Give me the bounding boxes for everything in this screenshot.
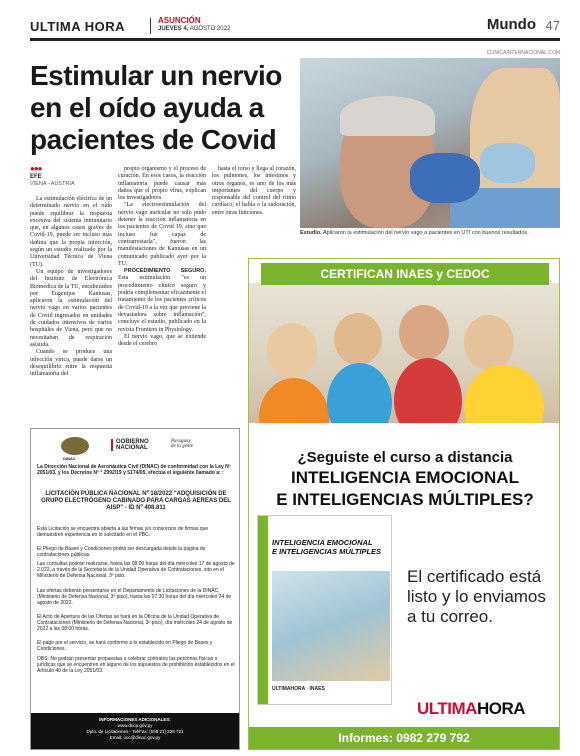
header-divider bbox=[150, 18, 151, 34]
child-figure bbox=[399, 305, 449, 360]
ad-paragraph: El pago por el servicio, se hará conforme a lo establecido en Pliego de Bases y Condiciones. bbox=[37, 640, 213, 652]
paragraph: hasta el torso y llega al corazón, los pulmones, los intestinos y otros órganos, es uno de los más importantes del cuerpo y responsable del control del ritmo cardíaco, el habla o la sudoración, entre otras funciones. bbox=[212, 166, 296, 216]
gobierno-logo bbox=[111, 439, 149, 451]
paragraph: El nervio vago, que se extiende desde el cerebro bbox=[118, 333, 206, 348]
child-figure bbox=[464, 315, 514, 370]
article-column-3 bbox=[212, 166, 296, 217]
article-photo bbox=[300, 58, 560, 228]
tender-title: LICITACIÓN PÚBLICA NACIONAL Nº 18/2022 "ADQUISICIÓN DE GRUPO ELECTRÓGENO CABINADO PARA CARGAS AEREAS DEL AISP" - ID Nº 408.811 bbox=[41, 491, 231, 511]
footer-web: www.dncp.gov.py bbox=[117, 723, 153, 728]
child-figure bbox=[334, 313, 382, 365]
dinac-tender-ad bbox=[30, 428, 240, 750]
ad-paragraph: OBS: No podrán presentar propuestas o celebrar contratos las personas físicas o jurídicas que se encuentren en alguno de los supuestos de prohibición establecidos en el Artículo 40 de la Ley 2051/03. bbox=[37, 656, 235, 674]
article-column-2 bbox=[118, 166, 206, 348]
course-title-line1: INTELIGENCIA EMOCIONAL bbox=[291, 468, 519, 487]
book-title-line1: INTELIGENCIA EMOCIONAL bbox=[272, 538, 373, 547]
footer-title: INFORMACIONES ADICIONALES: bbox=[99, 717, 171, 722]
caption-label: Estudio. bbox=[300, 230, 322, 236]
certificate-text: El certificado está listo y lo enviamos a tu correo. bbox=[407, 567, 546, 626]
subhead: PROCEDIMIENTO SEGURO. bbox=[124, 268, 206, 275]
paragraph: propio organismo y el proceso de curación. En esos casos, la reacción inflamatoria puede causar más daños que el propio virus, explican los investigadores. bbox=[118, 166, 206, 202]
paragraph bbox=[118, 268, 206, 334]
book-title-line2: E INTELIGENCIAS MÚLTIPLES bbox=[272, 547, 382, 556]
ad-intro: La Dirección Nacional de Aeronáutica Civil (DINAC) de conformidad con la Ley Nº 2051/03, y los Decretos Nº ° 2992/19 y 5174/05, efectúa el siguiente llamado a: : bbox=[37, 464, 231, 476]
gov-line1: GOBIERNO bbox=[116, 439, 149, 445]
page-header bbox=[30, 16, 560, 40]
ad-paragraph: El Acto de Apertura de las Ofertas se hará en la Oficina de la Unidad Operativa de Contrataciones (Ministerio de Defensa Nacional, 3º piso), día miércoles 24 de agosto de 2022 a las 08:00 horas. bbox=[37, 614, 233, 632]
paragraph: "La electroestimulación del nervio vago auricular no solo pudo detener la reacción inflamatoria en los pacientes de Covid 19, sino que incluso fue capaz de contrarrestarla", fueron las manifestaciones de Kaniusas en un comunicado publicado ayer por la TU. bbox=[118, 202, 206, 267]
byline-place: VIENA - AUSTRIA bbox=[30, 181, 75, 187]
dinac-label: DINAC bbox=[63, 456, 76, 461]
certification-banner: CERTIFICAN INAES y CEDOC bbox=[261, 263, 549, 285]
brand-part2: HORA bbox=[476, 699, 526, 718]
footer-email: Email: uoc@dinac.gov.py bbox=[109, 735, 161, 740]
page-number: 47 bbox=[545, 18, 560, 33]
info-phone-banner: Informes: 0982 279 792 bbox=[249, 727, 559, 749]
doctor-glove bbox=[410, 153, 480, 203]
course-title-line2: E INTELIGENCIAS MÚLTIPLES? bbox=[276, 490, 534, 509]
header-city: ASUNCIÓN bbox=[158, 16, 201, 25]
article-column-1 bbox=[30, 196, 112, 378]
paragraph: Un equipo de investigadores del Instituto de Electrónica Biomédica de la TU, encabezados por Eugenijus Kaniusas, aplicaron la estimulación del nervio vago en varios pacientes de Covid ingresados en unidades de cuidados intensivos de varios hospitales de Viena, pero que no necesitaban de respiración asistida. bbox=[30, 268, 112, 348]
gov-line2: NACIONAL bbox=[116, 445, 148, 451]
slogan-line2: de la gente bbox=[171, 444, 193, 449]
header-date bbox=[158, 26, 230, 32]
paragraph: Cuando se produce una infección vírica, puede darse un desequilibrio entre la respuesta inflamatoria del bbox=[30, 349, 112, 378]
ad-footer bbox=[31, 713, 239, 749]
section-name: ULTIMA HORA bbox=[30, 19, 126, 34]
slogan-line1: Paraguay bbox=[171, 439, 191, 444]
paragraph-text: Esta estimulación "es un procedimiento clínico seguro y podría complementar eficazmente el tratamiento de los pacientes críticos de Covid-19 a la vez que previene la devastadora sobre inflamación", concluye el estudio, publicado en la revista Frontiers in Physiology. bbox=[118, 275, 206, 333]
book-cover-image bbox=[272, 571, 390, 681]
footer-dept: Dpto. de Licitaciones - Tel/Fax: (595 21) 228 721 bbox=[86, 729, 184, 734]
ad-logos bbox=[61, 437, 221, 459]
question-line: ¿Seguiste el curso a distancia bbox=[297, 449, 513, 466]
photo-caption bbox=[300, 230, 529, 236]
brand-part1: ULTIMA bbox=[417, 699, 477, 718]
caption-text: Aplicaron la estimulación del nervio vago a pacientes en UTI con buenos resultados. bbox=[322, 230, 529, 236]
ad-paragraph: El Pliego de Bases y Condiciones podrá ser descargada desde la página de contrataciones públicas. bbox=[37, 546, 206, 558]
ad-paragraph: Las ofertas deberán presentarse en el Departamento de Licitaciones de la DINAC, (Ministerio de Defensa Nacional, 3º piso), hasta las 07:30 horas del día miércoles 24 de agosto de 2022. bbox=[37, 588, 232, 606]
category-label: Mundo bbox=[486, 16, 536, 33]
doctor-mask bbox=[480, 143, 535, 183]
book-spine bbox=[258, 516, 268, 704]
ad-paragraph: Esta Licitación se encuentra abierta a las firmas y/o consorcios de firmas que demuestren experiencia en lo solicitado en el PBC. bbox=[37, 526, 209, 538]
book-partner: INAES bbox=[309, 686, 325, 692]
paraguay-slogan bbox=[171, 439, 193, 449]
ad-paragraph: Las consultas podrán realizarse, hasta las 08:00 horas del día miércoles 17 de agosto de 2.022, a través de la Secretaría de la Unidad Operativa de Contrataciones, sito en el Ministerio de Defensa Nacional, 3º piso. bbox=[37, 561, 235, 579]
dinac-seal-icon bbox=[61, 437, 89, 455]
patient-hair bbox=[340, 96, 435, 136]
course-ad bbox=[248, 258, 560, 750]
byline-agency: EFE bbox=[30, 174, 42, 180]
course-question bbox=[259, 449, 551, 511]
course-book-cover bbox=[257, 515, 392, 705]
header-date-rest: AGOSTO 2022 bbox=[189, 26, 231, 32]
photo-white-curve bbox=[249, 423, 559, 439]
article-headline: Estimular un nervio en el oído ayuda a pacientes de Covid bbox=[30, 60, 282, 155]
book-title bbox=[272, 538, 390, 556]
header-date-day: JUEVES 4, bbox=[158, 26, 189, 32]
book-footer: ULTIMAHORA · INAES bbox=[272, 686, 325, 692]
decor-dots-icon: ●●● bbox=[30, 164, 42, 173]
paragraph: La estimulación eléctrica de un determinado nervio en el oído puede equilibrar la respuesta excesiva del sistema inmunitario que, en algunos casos graves de Covid-19, puede ser incluso más dañina que la propia infección, según un estudio realizado por la Universidad Técnica de Viena (TU). bbox=[30, 196, 112, 268]
header-rule bbox=[30, 38, 560, 41]
book-brand: ULTIMAHORA bbox=[272, 686, 306, 692]
ultimahora-logo bbox=[417, 699, 525, 719]
child-figure bbox=[267, 323, 317, 378]
photo-credit: CLINICAINTERNACIONAL.COM bbox=[486, 50, 560, 56]
children-photo bbox=[249, 283, 559, 439]
